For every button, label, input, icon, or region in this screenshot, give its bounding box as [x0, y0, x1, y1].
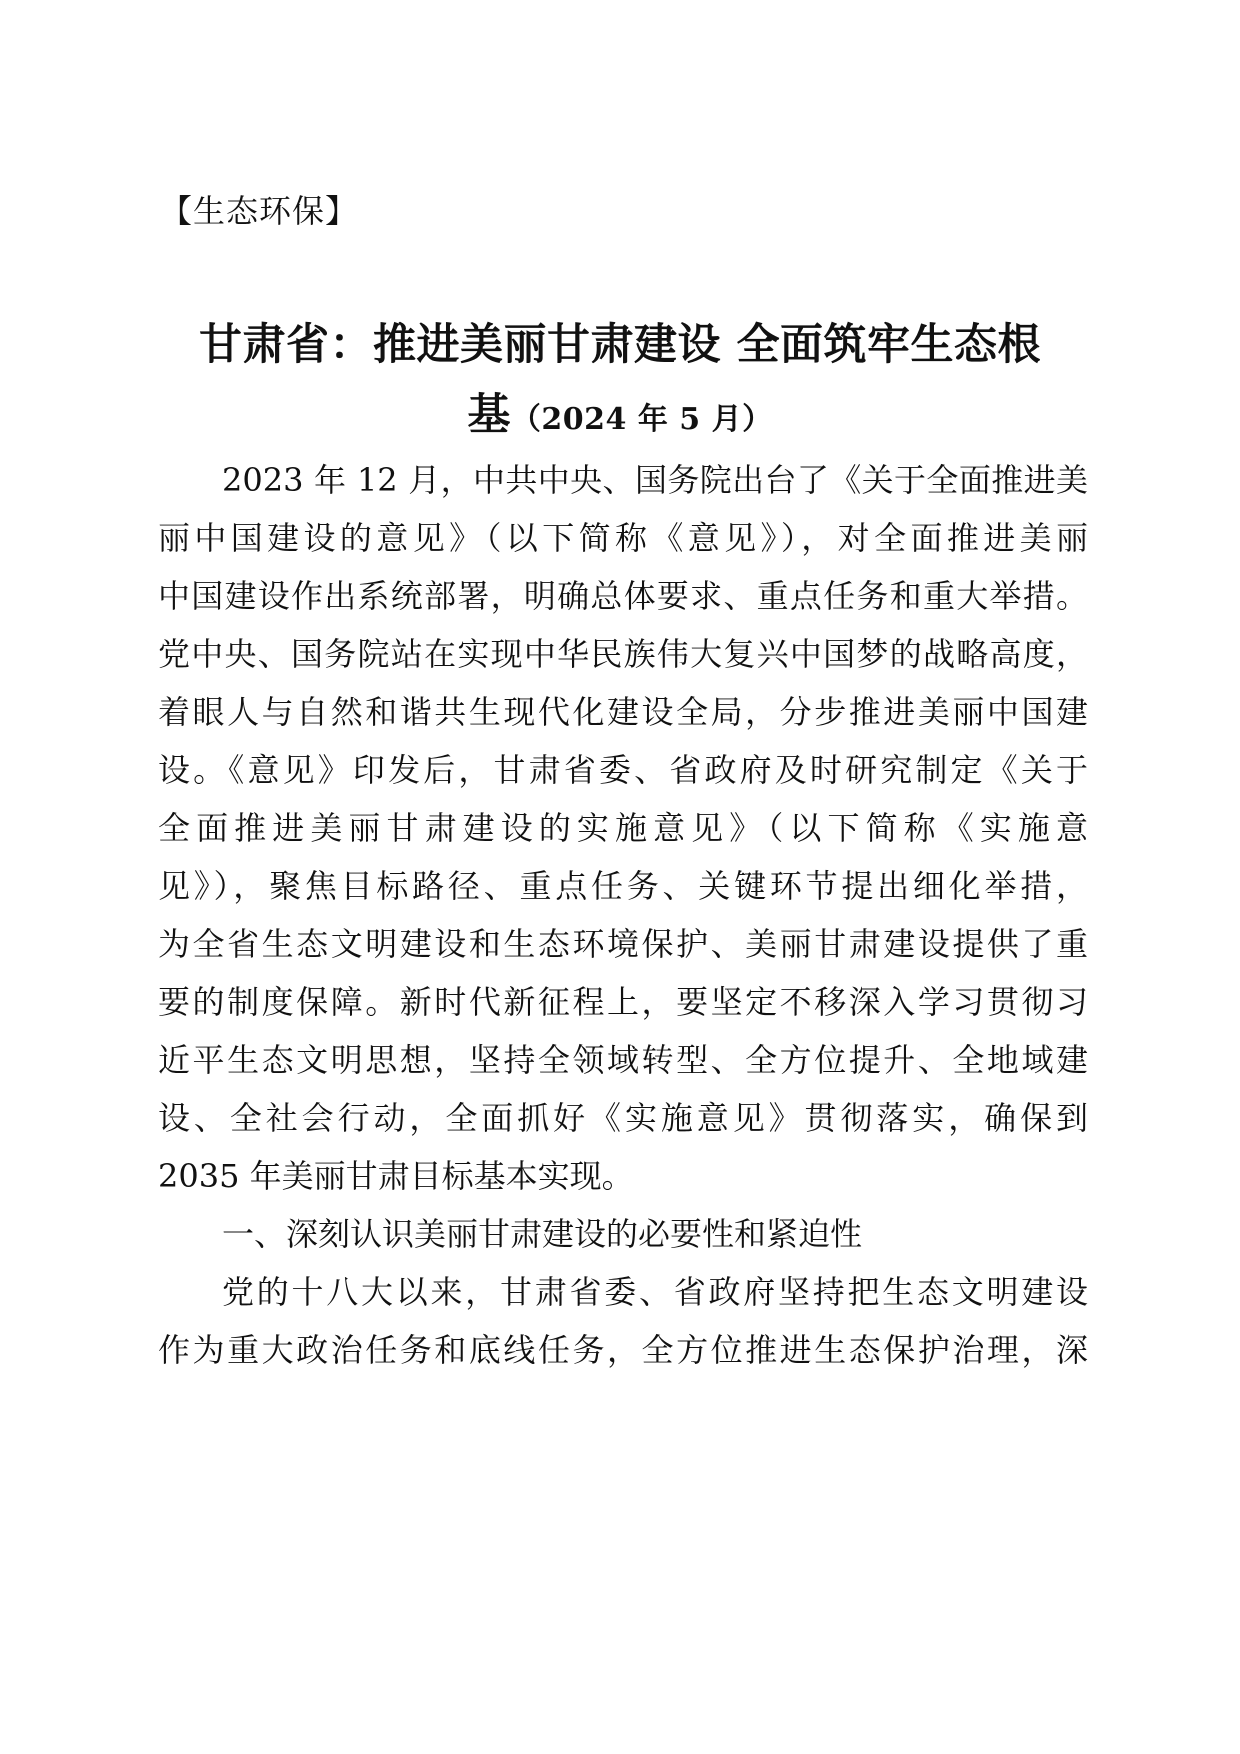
title-line-2 [150, 380, 1090, 455]
paragraph-1-line: 设。《意见》印发后，甘肃省委、省政府及时研究制定《关于 [158, 751, 1088, 789]
paragraph-1-line: 丽中国建设的意见》（以下简称《意见》），对全面推进美丽 [158, 519, 1088, 557]
paragraph-1-line: 2023 年 12 月，中共中央、国务院出台了《关于全面推进美 [222, 461, 1088, 499]
paragraph-1-line: 近平生态文明思想，坚持全领域转型、全方位提升、全地域建 [158, 1041, 1088, 1079]
title-line-1: 甘肃省：推进美丽甘肃建设 全面筑牢生态根 [199, 320, 1041, 370]
paragraph-1-line: 全面推进美丽甘肃建设的实施意见》（以下简称《实施意 [158, 809, 1088, 847]
document-title [150, 310, 1090, 455]
paragraph-2-line: 作为重大政治任务和底线任务，全方位推进生态保护治理，深 [158, 1331, 1088, 1369]
paragraph-1-line: 设、全社会行动，全面抓好《实施意见》贯彻落实，确保到 [158, 1099, 1088, 1137]
title-date: （2024 年 5 月） [510, 402, 773, 437]
paragraph-2-line: 党的十八大以来，甘肃省委、省政府坚持把生态文明建设 [222, 1273, 1088, 1311]
paragraph-1-line: 2035 年美丽甘肃目标基本实现。 [158, 1157, 634, 1195]
category-tag: 【生态环保】 [160, 192, 359, 230]
paragraph-1-line: 要的制度保障。新时代新征程上，要坚定不移深入学习贯彻习 [158, 983, 1088, 1021]
paragraph-1-line: 党中央、国务院站在实现中华民族伟大复兴中国梦的战略高度， [158, 635, 1088, 673]
section-heading: 一、深刻认识美丽甘肃建设的必要性和紧迫性 [222, 1215, 863, 1253]
paragraph-1-line: 中国建设作出系统部署，明确总体要求、重点任务和重大举措。 [158, 577, 1088, 615]
title-continuation: 基 [467, 390, 511, 440]
paragraph-1-line: 为全省生态文明建设和生态环境保护、美丽甘肃建设提供了重 [158, 925, 1088, 963]
paragraph-1-line: 着眼人与自然和谐共生现代化建设全局，分步推进美丽中国建 [158, 693, 1088, 731]
paragraph-1-line: 见》），聚焦目标路径、重点任务、关键环节提出细化举措， [158, 867, 1088, 905]
